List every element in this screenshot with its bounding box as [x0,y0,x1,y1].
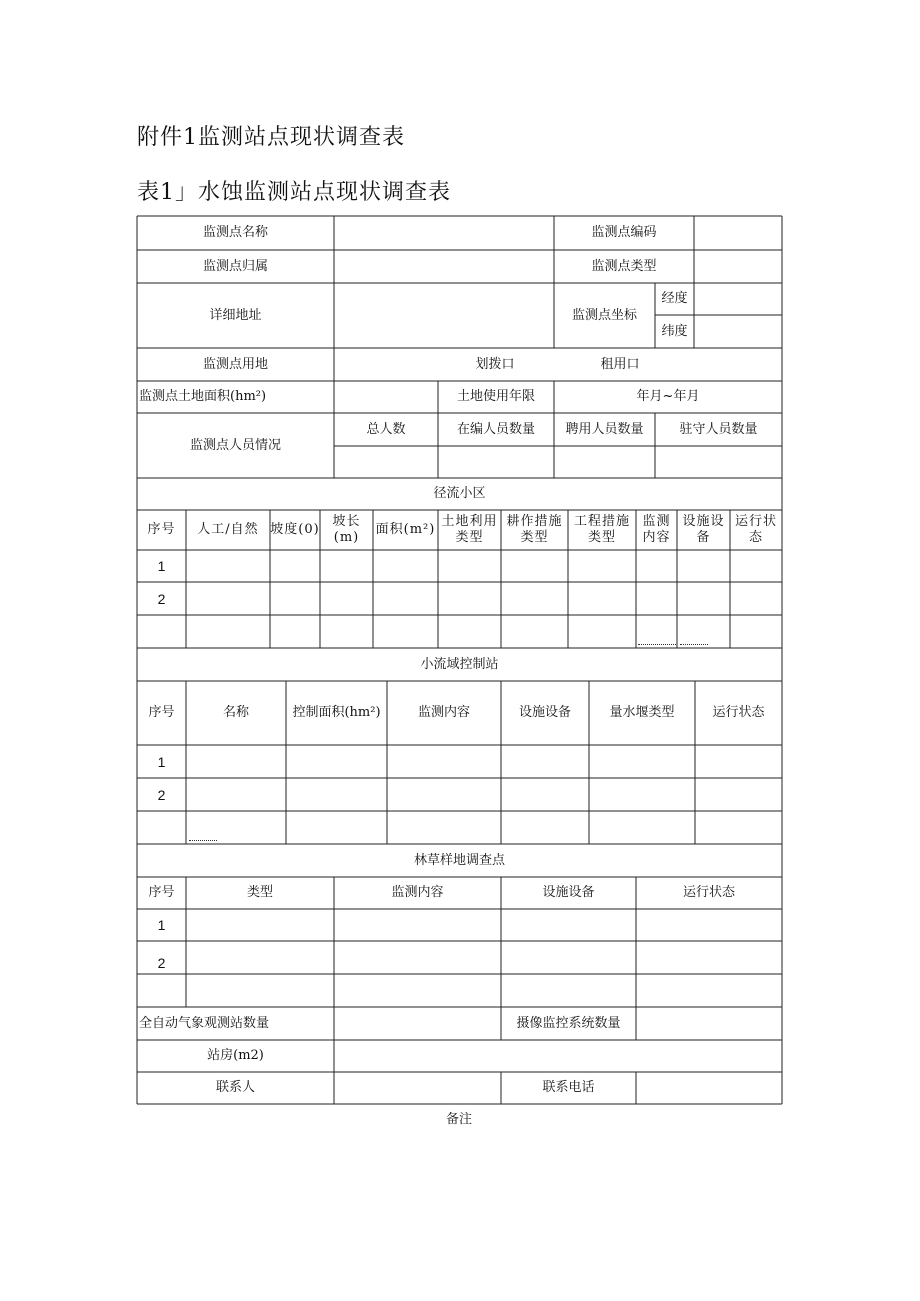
point-type-field[interactable] [694,250,782,283]
point-name-label: 监测点名称 [202,225,268,240]
contact-label: 联系人 [215,1080,255,1095]
runoff-header-cell: 监测内容 [642,514,671,545]
point-type-label: 监测点类型 [591,258,657,274]
forest-header-cell: 类型 [246,885,273,900]
runoff-header-cell: 工程措施类型 [573,514,630,545]
page-title: 附件1监测站点现状调查表 [137,125,405,150]
point-owner-label: 监测点归属 [202,258,268,274]
staff-label: 监测点人员情况 [189,437,281,453]
runoff-header-cell: 人工/自然 [197,522,259,537]
runoff-row-number: 1 [157,558,166,575]
station-room-label: 站房(m2) [207,1048,264,1063]
allot-option[interactable]: 划拨口 [475,356,515,372]
remark-label: 备注 [446,1112,473,1127]
watershed-header-cell: 设施设备 [518,705,571,720]
use-term-label: 土地使用年限 [456,389,535,404]
resident-staff-label: 驻守人员数量 [679,421,758,437]
continuation-dots [680,644,708,645]
runoff-row-number: 2 [157,590,166,607]
watershed-header-cell: 运行状态 [712,705,765,720]
watershed-row-number: 2 [157,786,166,803]
runoff-header-cell: 坡度(0) [270,522,320,537]
runoff-header-cell: 运行状态 [734,514,777,545]
point-owner-field[interactable] [334,250,554,283]
watershed-header-cell: 序号 [148,705,175,720]
latitude-field[interactable] [694,315,782,348]
watershed-header-cell: 名称 [222,705,249,720]
runoff-header-cell: 设施设备 [682,514,725,545]
forest-header-cell: 运行状态 [682,885,735,900]
runoff-section-title: 径流小区 [433,486,486,501]
land-area-label: 监测点土地面积(hm²) [139,389,267,404]
forest-header-cell: 监测内容 [391,885,444,900]
runoff-header-cell: 序号 [147,522,176,537]
point-code-field[interactable] [694,216,782,250]
point-code-label: 监测点编码 [591,225,657,240]
contact-field[interactable] [334,1072,501,1104]
phone-field[interactable] [636,1072,782,1104]
longitude-label: 经度 [661,291,688,306]
forest-row-number: 1 [157,917,166,933]
land-use-label: 监测点用地 [202,356,268,372]
lease-option[interactable]: 租用口 [600,356,640,372]
point-name-field[interactable] [334,216,554,250]
coords-label: 监测点坐标 [571,307,637,323]
camera-systems-field[interactable] [636,1007,782,1040]
land-area-field[interactable] [334,381,438,413]
address-field[interactable] [334,283,554,348]
use-term-value: 年月~年月 [636,389,700,404]
table-title: 表1」水蚀监测站点现状调查表 [137,180,451,205]
forest-header-cell: 设施设备 [542,885,595,900]
total-staff-label: 总人数 [366,421,406,437]
watershed-section-title: 小流域控制站 [420,656,499,672]
runoff-header-cell: 土地利用类型 [441,514,498,545]
continuation-dots [189,840,217,841]
forest-header-cell: 序号 [148,885,175,900]
runoff-header-cell: 面积(m²) [375,522,436,537]
phone-label: 联系电话 [542,1080,595,1095]
watershed-header-cell: 控制面积(hm²) [292,705,381,720]
weather-stations-label: 全自动气象观测站数量 [139,1015,270,1031]
runoff-header-cell: 耕作措施类型 [506,514,563,545]
runoff-header-cell: 坡长(m) [332,514,361,545]
watershed-row-number: 1 [157,753,166,770]
latitude-label: 纬度 [661,323,688,339]
forest-section-title: 林草样地调查点 [413,852,505,868]
camera-systems-label: 摄像监控系统数量 [516,1015,621,1031]
station-room-field[interactable] [334,1040,782,1072]
hired-staff-label: 聘用人员数量 [565,421,644,437]
continuation-dots [638,644,676,645]
weather-stations-field[interactable] [334,1007,501,1040]
formal-staff-label: 在编人员数量 [456,421,535,437]
forest-row-number: 2 [157,955,166,971]
longitude-field[interactable] [694,283,782,315]
address-label: 详细地址 [209,307,262,323]
watershed-header-cell: 监测内容 [417,705,470,720]
watershed-header-cell: 量水堰类型 [609,705,675,720]
